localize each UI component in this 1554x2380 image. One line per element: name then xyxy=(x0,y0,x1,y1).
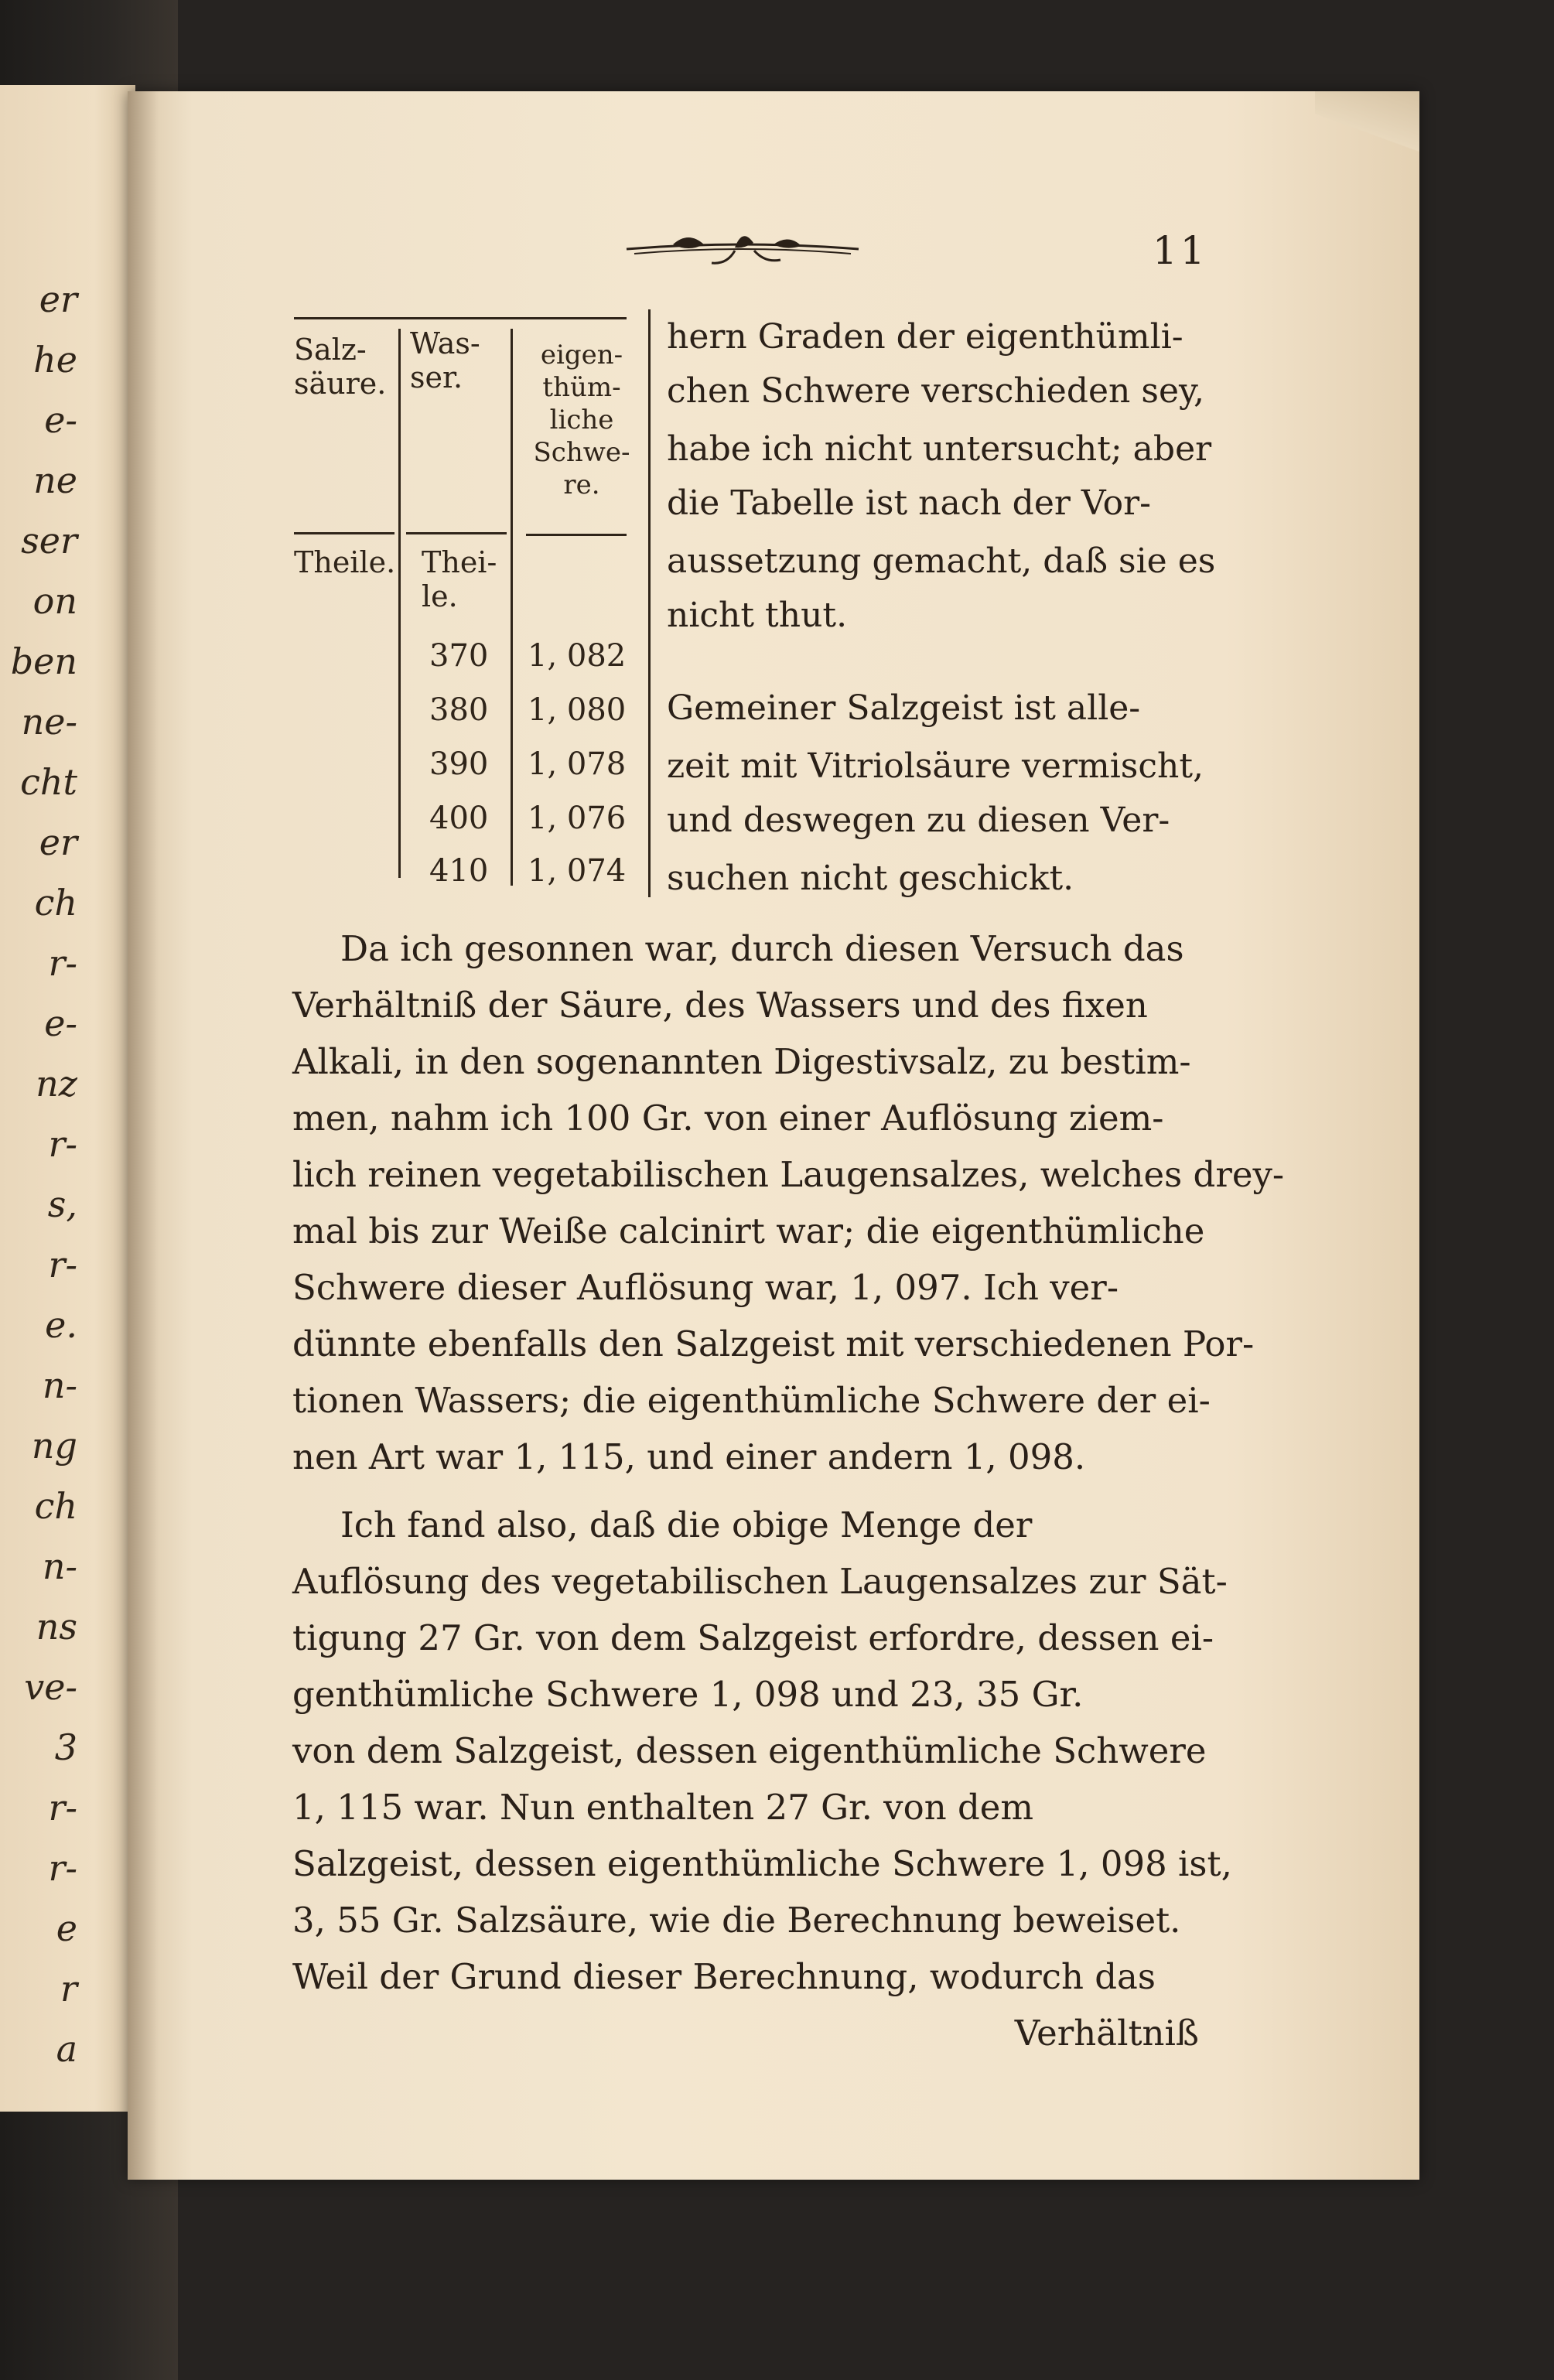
body-text-line: von dem Salzgeist, dessen eigenthümliche Schwere xyxy=(292,1730,1207,1771)
side-text-line: Gemeiner Salzgeist ist alle- xyxy=(667,688,1141,728)
body-text-line: nen Art war 1, 115, und einer andern 1, 098. xyxy=(292,1436,1086,1477)
body-text-line: genthümliche Schwere 1, 098 und 23, 35 Gr. xyxy=(292,1674,1084,1715)
previous-page-fragment: ser xyxy=(21,520,77,562)
gravity-value: 1, 074 xyxy=(528,853,627,889)
side-text-line: zeit mit Vitriolsäure vermischt, xyxy=(667,746,1204,786)
table-top-rule xyxy=(294,317,627,319)
gravity-value: 1, 076 xyxy=(528,801,627,836)
water-value: 380 xyxy=(429,692,489,728)
previous-page-fragment: er xyxy=(39,821,77,863)
body-text-line: Salzgeist, dessen eigenthümliche Schwere 1, 098 ist, xyxy=(292,1843,1232,1884)
body-text-line: tionen Wassers; die eigenthümliche Schwere der ei- xyxy=(292,1380,1211,1421)
gravity-value: 1, 082 xyxy=(528,638,627,674)
previous-page-edge xyxy=(0,85,135,2112)
body-text-line: Alkali, in den sogenannten Digestivsalz, zu bestim- xyxy=(292,1041,1191,1082)
body-text-line: tigung 27 Gr. von dem Salzgeist erfordre, dessen ei- xyxy=(292,1617,1214,1658)
unit-theile-wasser: Thei- le. xyxy=(422,545,497,613)
body-text-line: Auflösung des vegetabilischen Laugensalzes zur Sät- xyxy=(292,1561,1228,1602)
unit-theile-salzsaeure: Theile. xyxy=(294,545,396,579)
previous-page-fragment: ch xyxy=(34,882,77,924)
previous-page-fragment: 3 xyxy=(54,1726,77,1768)
water-value: 400 xyxy=(429,801,489,836)
side-text-line: hern Graden der eigenthümli- xyxy=(667,317,1183,357)
body-text-line: Verhältniß xyxy=(1014,2013,1199,2054)
spine-shadow xyxy=(128,91,159,2180)
table-header-rule xyxy=(294,532,394,534)
body-text-line: lich reinen vegetabilischen Laugensalzes, welches drey- xyxy=(292,1154,1285,1195)
water-value: 390 xyxy=(429,746,489,782)
table-col-rule xyxy=(648,309,651,897)
previous-page-fragment: er xyxy=(39,278,77,320)
table-header-rule xyxy=(406,532,507,534)
header-eigenthuemliche-schwere: eigen- thüm- liche Schwe- re. xyxy=(533,340,630,500)
body-text-line: Weil der Grund dieser Berechnung, wodurch das xyxy=(292,1956,1156,1997)
previous-page-fragment: on xyxy=(32,580,77,622)
page-number: 11 xyxy=(1153,228,1208,273)
body-text-line: mal bis zur Weiße calcinirt war; die eigenthümliche xyxy=(292,1210,1205,1251)
body-text-line: Verhältniß der Säure, des Wassers und des fixen xyxy=(292,985,1148,1026)
gravity-value: 1, 078 xyxy=(528,746,627,782)
previous-page-fragment: he xyxy=(33,339,77,381)
side-text-line: chen Schwere verschieden sey, xyxy=(667,371,1204,411)
side-text-line: nicht thut. xyxy=(667,596,848,635)
previous-page-fragment: e- xyxy=(44,1002,77,1044)
previous-page-fragment: r- xyxy=(48,1244,77,1286)
previous-page-fragment: e. xyxy=(45,1304,77,1346)
body-text-line: dünnte ebenfalls den Salzgeist mit verschiedenen Por- xyxy=(292,1323,1255,1364)
side-text-line: und deswegen zu diesen Ver- xyxy=(667,801,1170,840)
previous-page-fragment: ben xyxy=(10,640,77,682)
previous-page-fragment: r xyxy=(60,1968,77,2010)
previous-page-fragment: ne- xyxy=(21,701,77,743)
previous-page-fragment: r- xyxy=(48,1123,77,1165)
previous-page-fragment: cht xyxy=(20,761,77,803)
previous-page-fragment: ve- xyxy=(24,1666,77,1708)
water-value: 370 xyxy=(429,638,489,674)
previous-page-fragment: ns xyxy=(36,1606,77,1648)
header-wasser: Was- ser. xyxy=(410,326,480,394)
ornament-icon xyxy=(619,218,866,272)
table-col-rule xyxy=(511,329,513,886)
previous-page-fragment: a xyxy=(56,2028,77,2070)
table-header-rule xyxy=(526,534,627,536)
previous-page-fragment: ch xyxy=(34,1485,77,1527)
previous-page-fragment: e xyxy=(56,1907,77,1949)
body-text-line: Ich fand also, daß die obige Menge der xyxy=(340,1504,1033,1545)
body-text-line: Schwere dieser Auflösung war, 1, 097. Ich ver- xyxy=(292,1267,1119,1308)
gravity-value: 1, 080 xyxy=(528,692,627,728)
previous-page-fragment: n- xyxy=(42,1364,77,1406)
previous-page-fragment: n- xyxy=(42,1545,77,1587)
previous-page-fragment: r- xyxy=(48,942,77,984)
previous-page-fragment: r- xyxy=(48,1787,77,1829)
previous-page-fragment: r- xyxy=(48,1847,77,1889)
previous-page-fragment: s, xyxy=(47,1183,77,1225)
header-salzsaeure: Salz- säure. xyxy=(294,333,387,401)
body-text-line: 3, 55 Gr. Salzsäure, wie die Berechnung beweiset. xyxy=(292,1900,1181,1941)
side-text-line: suchen nicht geschickt. xyxy=(667,859,1074,898)
previous-page-fragment: ne xyxy=(33,459,77,501)
table-col-rule xyxy=(398,329,401,878)
water-value: 410 xyxy=(429,853,489,889)
body-text-line: men, nahm ich 100 Gr. von einer Auflösung ziem- xyxy=(292,1098,1164,1139)
side-text-line: aussetzung gemacht, daß sie es xyxy=(667,541,1216,581)
page-corner-fold xyxy=(1315,91,1419,153)
side-text-line: die Tabelle ist nach der Vor- xyxy=(667,483,1152,523)
body-text-line: Da ich gesonnen war, durch diesen Versuch das xyxy=(340,928,1184,969)
previous-page-fragment: ng xyxy=(31,1425,77,1467)
previous-page-fragment: nz xyxy=(36,1063,77,1105)
body-text-line: 1, 115 war. Nun enthalten 27 Gr. von dem xyxy=(292,1787,1034,1828)
previous-page-fragment: e- xyxy=(44,399,77,441)
side-text-line: habe ich nicht untersucht; aber xyxy=(667,429,1212,469)
